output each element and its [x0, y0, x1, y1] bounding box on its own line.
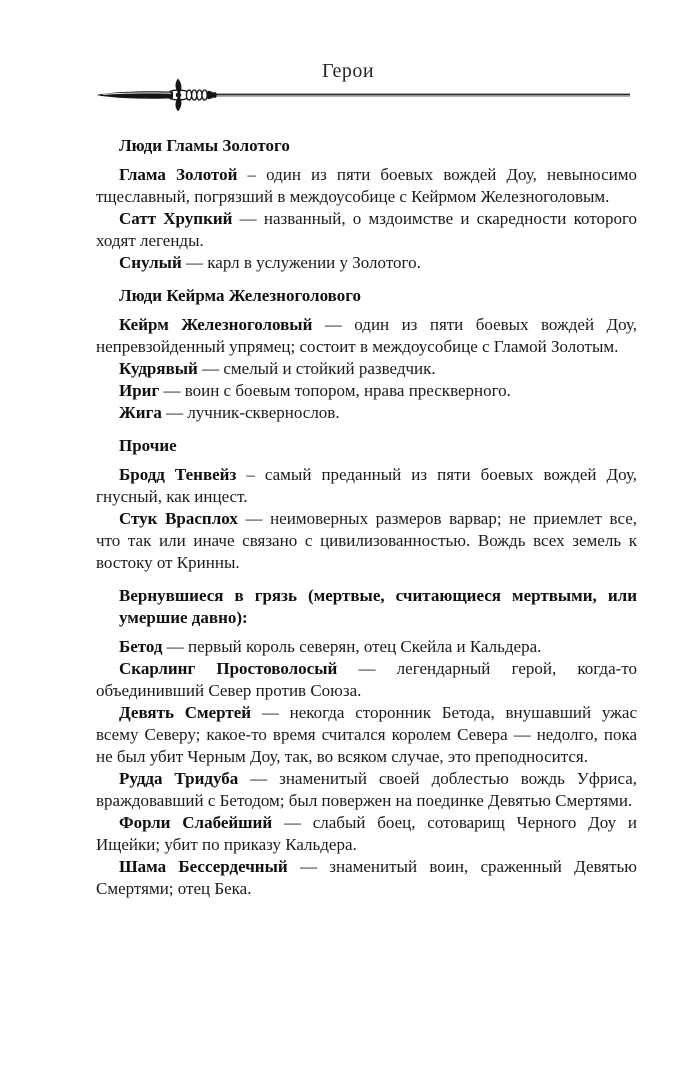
character-name: Ириг — [119, 381, 160, 400]
character-description: смелый и стойкий разведчик. — [223, 359, 436, 378]
character-entry — [96, 658, 637, 702]
character-description: названный, о мздоимстве и скаредности которого ходят легенды. — [96, 209, 637, 250]
dash-separator: — — [197, 359, 224, 378]
character-entry — [96, 358, 637, 380]
character-description: карл в услужении у Золотого. — [207, 253, 421, 272]
dash-separator: — — [232, 209, 264, 228]
dash-separator: – — [237, 165, 267, 184]
character-entry — [96, 314, 637, 358]
section-heading: Люди Кейрма Железноголового — [119, 286, 362, 305]
character-name: Сатт Хрупкий — [119, 209, 233, 228]
character-entry — [96, 402, 637, 424]
dash-separator: — — [287, 857, 330, 876]
page-header — [96, 60, 637, 113]
character-entry — [96, 164, 637, 208]
character-description: знаменитый воин, сраженный Девятью Смертями; отец Бека. — [96, 857, 638, 898]
character-description: некогда сторонник Бетода, внушавший ужас всему Северу; какое-то время считался королем Севера — недолго, пока не был убит Черным Доу, так, во всяком случае, это преподносится. — [96, 703, 637, 766]
character-description: воин с боевым топором, нрава прескверного. — [184, 381, 511, 400]
character-description: знаменитый своей доблестью вождь Уфриса, враждовавший с Бетодом; был повержен на поединке Девятью Смертями. — [96, 769, 637, 810]
character-name: Шама Бессердечный — [119, 857, 288, 876]
character-entry — [96, 380, 637, 402]
character-description: первый король северян, отец Скейла и Кальдера. — [188, 637, 542, 656]
character-description: самый преданный из пяти боевых вождей Доу, гнусный, как инцест. — [96, 465, 637, 506]
character-description: неимоверных размеров варвар; не приемлет все, что так или иначе связано с цивилизованностью. Вождь всех земель к востоку от Кринны. — [96, 509, 637, 572]
character-name: Скарлинг Простоволосый — [119, 659, 338, 678]
character-description: один из пяти боевых вождей Доу, непревзойденный упрямец; состоит в междоусобице с Гламой Золотым. — [96, 315, 637, 356]
dash-separator: — — [161, 403, 188, 422]
character-section — [96, 585, 637, 900]
character-entry — [96, 508, 637, 574]
character-entry — [96, 464, 637, 508]
dash-separator: — — [237, 509, 271, 528]
character-name: Стук Врасплох — [119, 509, 238, 528]
dash-separator: – — [236, 465, 265, 484]
character-description: один из пяти боевых вождей Доу, невыносимо тщеславный, погрязший в междоусобице с Кейрмом Железноголовым. — [96, 165, 637, 206]
character-name: Бродд Тенвейз — [119, 465, 237, 484]
character-name: Жига — [119, 403, 162, 422]
character-name: Бетод — [119, 637, 163, 656]
character-entry — [96, 856, 637, 900]
character-entry — [96, 812, 637, 856]
character-description: лучник-сквернослов. — [187, 403, 340, 422]
character-entry — [96, 252, 637, 274]
dash-separator: — — [162, 637, 189, 656]
character-name: Кейрм Железноголовый — [119, 315, 313, 334]
character-description: легендарный герой, когда-то объединивший Север против Союза. — [96, 659, 637, 700]
character-name: Кудрявый — [119, 359, 198, 378]
character-description: слабый боец, сотоварищ Черного Доу и Ищейки; убит по приказу Кальдера. — [96, 813, 638, 854]
running-head-title: Герои — [321, 60, 375, 82]
character-name: Девять Смертей — [119, 703, 252, 722]
section-heading: Люди Гламы Золотого — [119, 136, 290, 155]
dash-separator: — — [181, 253, 208, 272]
character-name: Рудда Тридуба — [119, 769, 239, 788]
character-entry — [96, 636, 637, 658]
character-name: Снулый — [119, 253, 182, 272]
character-section — [96, 135, 637, 274]
character-entry — [96, 768, 637, 812]
character-list — [96, 113, 637, 900]
dash-separator: — — [238, 769, 280, 788]
dash-separator: — — [159, 381, 185, 400]
dash-separator: — — [312, 315, 355, 334]
character-entry — [96, 208, 637, 252]
character-section — [96, 285, 637, 424]
character-entry — [96, 702, 637, 768]
dash-separator: — — [272, 813, 313, 832]
character-name: Глама Золотой — [119, 165, 238, 184]
dash-separator: — — [251, 703, 290, 722]
character-section — [96, 435, 637, 574]
section-heading: Прочие — [119, 436, 177, 455]
sword-divider-icon — [96, 77, 637, 113]
section-heading: Вернувшиеся в грязь (мертвые, считающиеся мертвыми, или умершие давно): — [119, 586, 637, 627]
character-name: Форли Слабейший — [119, 813, 273, 832]
dash-separator: — — [337, 659, 397, 678]
